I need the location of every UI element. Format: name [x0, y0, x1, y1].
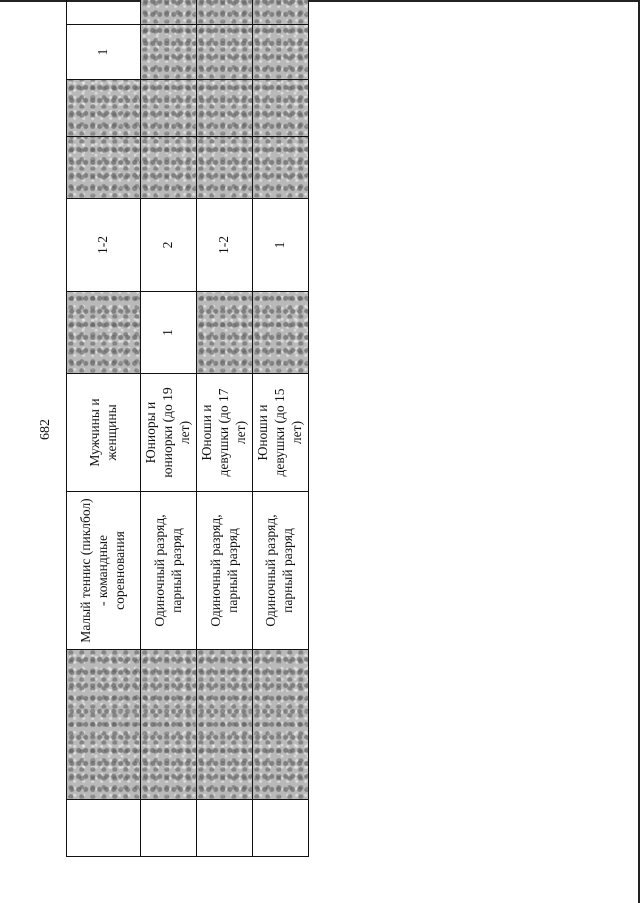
cell-redacted	[197, 25, 253, 80]
cell-redacted	[141, 650, 197, 800]
cell-redacted	[253, 137, 309, 199]
cell-value: 2	[141, 199, 197, 292]
table-row	[141, 0, 197, 857]
cell-redacted	[197, 0, 253, 25]
cell-value: 1-2	[67, 199, 141, 292]
cell-redacted	[197, 292, 253, 374]
table-row	[197, 0, 253, 857]
cell-age-group: Мужчины и женщины	[67, 374, 141, 492]
cell-value: 1-2	[197, 199, 253, 292]
cell-value: 1	[253, 199, 309, 292]
cell-value	[67, 0, 141, 25]
cell-value: 1	[141, 292, 197, 374]
cell-empty	[141, 800, 197, 857]
cell-redacted	[253, 80, 309, 137]
cell-redacted	[141, 25, 197, 80]
cell-redacted	[197, 650, 253, 800]
discipline-table	[66, 0, 309, 857]
cell-discipline: Одиночный разряд, парный разряд	[197, 492, 253, 650]
cell-redacted	[141, 137, 197, 199]
cell-redacted	[67, 292, 141, 374]
cell-redacted	[67, 650, 141, 800]
cell-empty	[253, 800, 309, 857]
table-row	[67, 0, 141, 857]
cell-redacted	[253, 292, 309, 374]
cell-redacted	[197, 80, 253, 137]
cell-redacted	[253, 650, 309, 800]
cell-age-group: Юноши и девушки (до 17 лет)	[197, 374, 253, 492]
cell-redacted	[67, 137, 141, 199]
cell-redacted	[253, 0, 309, 25]
cell-redacted	[197, 137, 253, 199]
cell-redacted	[253, 25, 309, 80]
cell-age-group: Юниоры и юниорки (до 19 лет)	[141, 374, 197, 492]
cell-empty	[67, 800, 141, 857]
cell-discipline: Одиночный разряд, парный разряд	[253, 492, 309, 650]
cell-empty	[197, 800, 253, 857]
page-number: 682	[38, 419, 53, 440]
cell-discipline: Малый теннис (пиклбол) - командные соревнования	[67, 492, 141, 650]
cell-age-group: Юноши и девушки (до 15 лет)	[253, 374, 309, 492]
sports-table	[66, 30, 306, 857]
cell-discipline: Одиночный разряд, парный разряд	[141, 492, 197, 650]
cell-redacted	[141, 80, 197, 137]
cell-value: 1	[67, 25, 141, 80]
table-row	[253, 0, 309, 857]
cell-redacted	[141, 0, 197, 25]
cell-redacted	[67, 80, 141, 137]
